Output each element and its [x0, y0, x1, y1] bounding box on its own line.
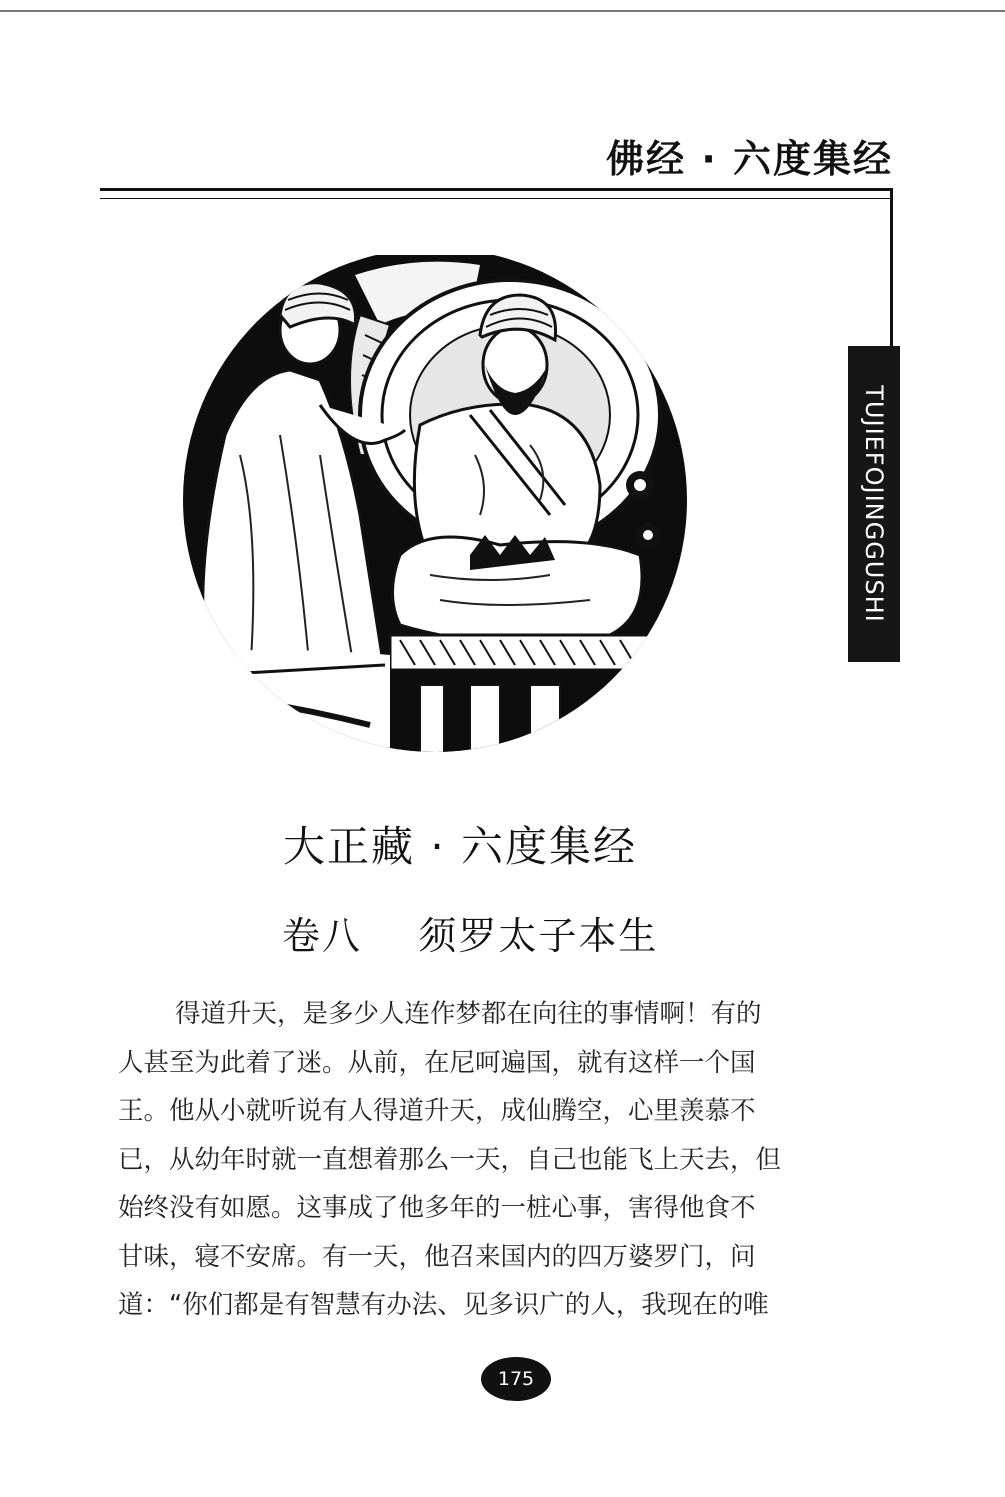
- body-line: 得道升天，是多少人连作梦都在向往的事情啊！有的: [175, 999, 762, 1029]
- header-rule-thin: [100, 198, 892, 199]
- body-paragraph: [118, 990, 818, 1330]
- body-line: 甘味，寝不安席。有一天，他召来国内的四万婆罗门，问: [118, 1241, 756, 1272]
- side-tab: [848, 346, 900, 662]
- side-tab-label: TUJIEFOJINGGUSHI: [860, 385, 888, 623]
- header-vertical-rule: [890, 188, 893, 348]
- body-line: 王。他从小就听说有人得道升天，成仙腾空，心里羡慕不: [118, 1096, 756, 1126]
- body-line: 人甚至为此着了迷。从前，在尼呵遍国，就有这样一个国: [118, 1047, 756, 1078]
- chapter-name: 须罗太子本生: [418, 914, 659, 958]
- running-header-title: 佛经 · 六度集经: [606, 137, 893, 181]
- body-line: 已，从幼年时就一直想着那么一天，自己也能飞上天去，但: [118, 1144, 782, 1175]
- buddhist-king-illustration: [170, 255, 700, 760]
- header-rule-thick: [100, 188, 892, 191]
- body-line: 道：“你们都是有智慧有办法、见多识广的人，我现在的唯: [118, 1290, 769, 1320]
- body-line: 始终没有如愿。这事成了他多年的一桩心事，害得他食不: [118, 1193, 756, 1223]
- chapter-subtitle: [282, 905, 658, 960]
- chapter-title: 大正藏 · 六度集经: [282, 822, 638, 871]
- page-number: 175: [481, 1357, 551, 1401]
- chapter-volume: 卷八: [282, 914, 363, 958]
- top-edge-rule: [0, 10, 1005, 12]
